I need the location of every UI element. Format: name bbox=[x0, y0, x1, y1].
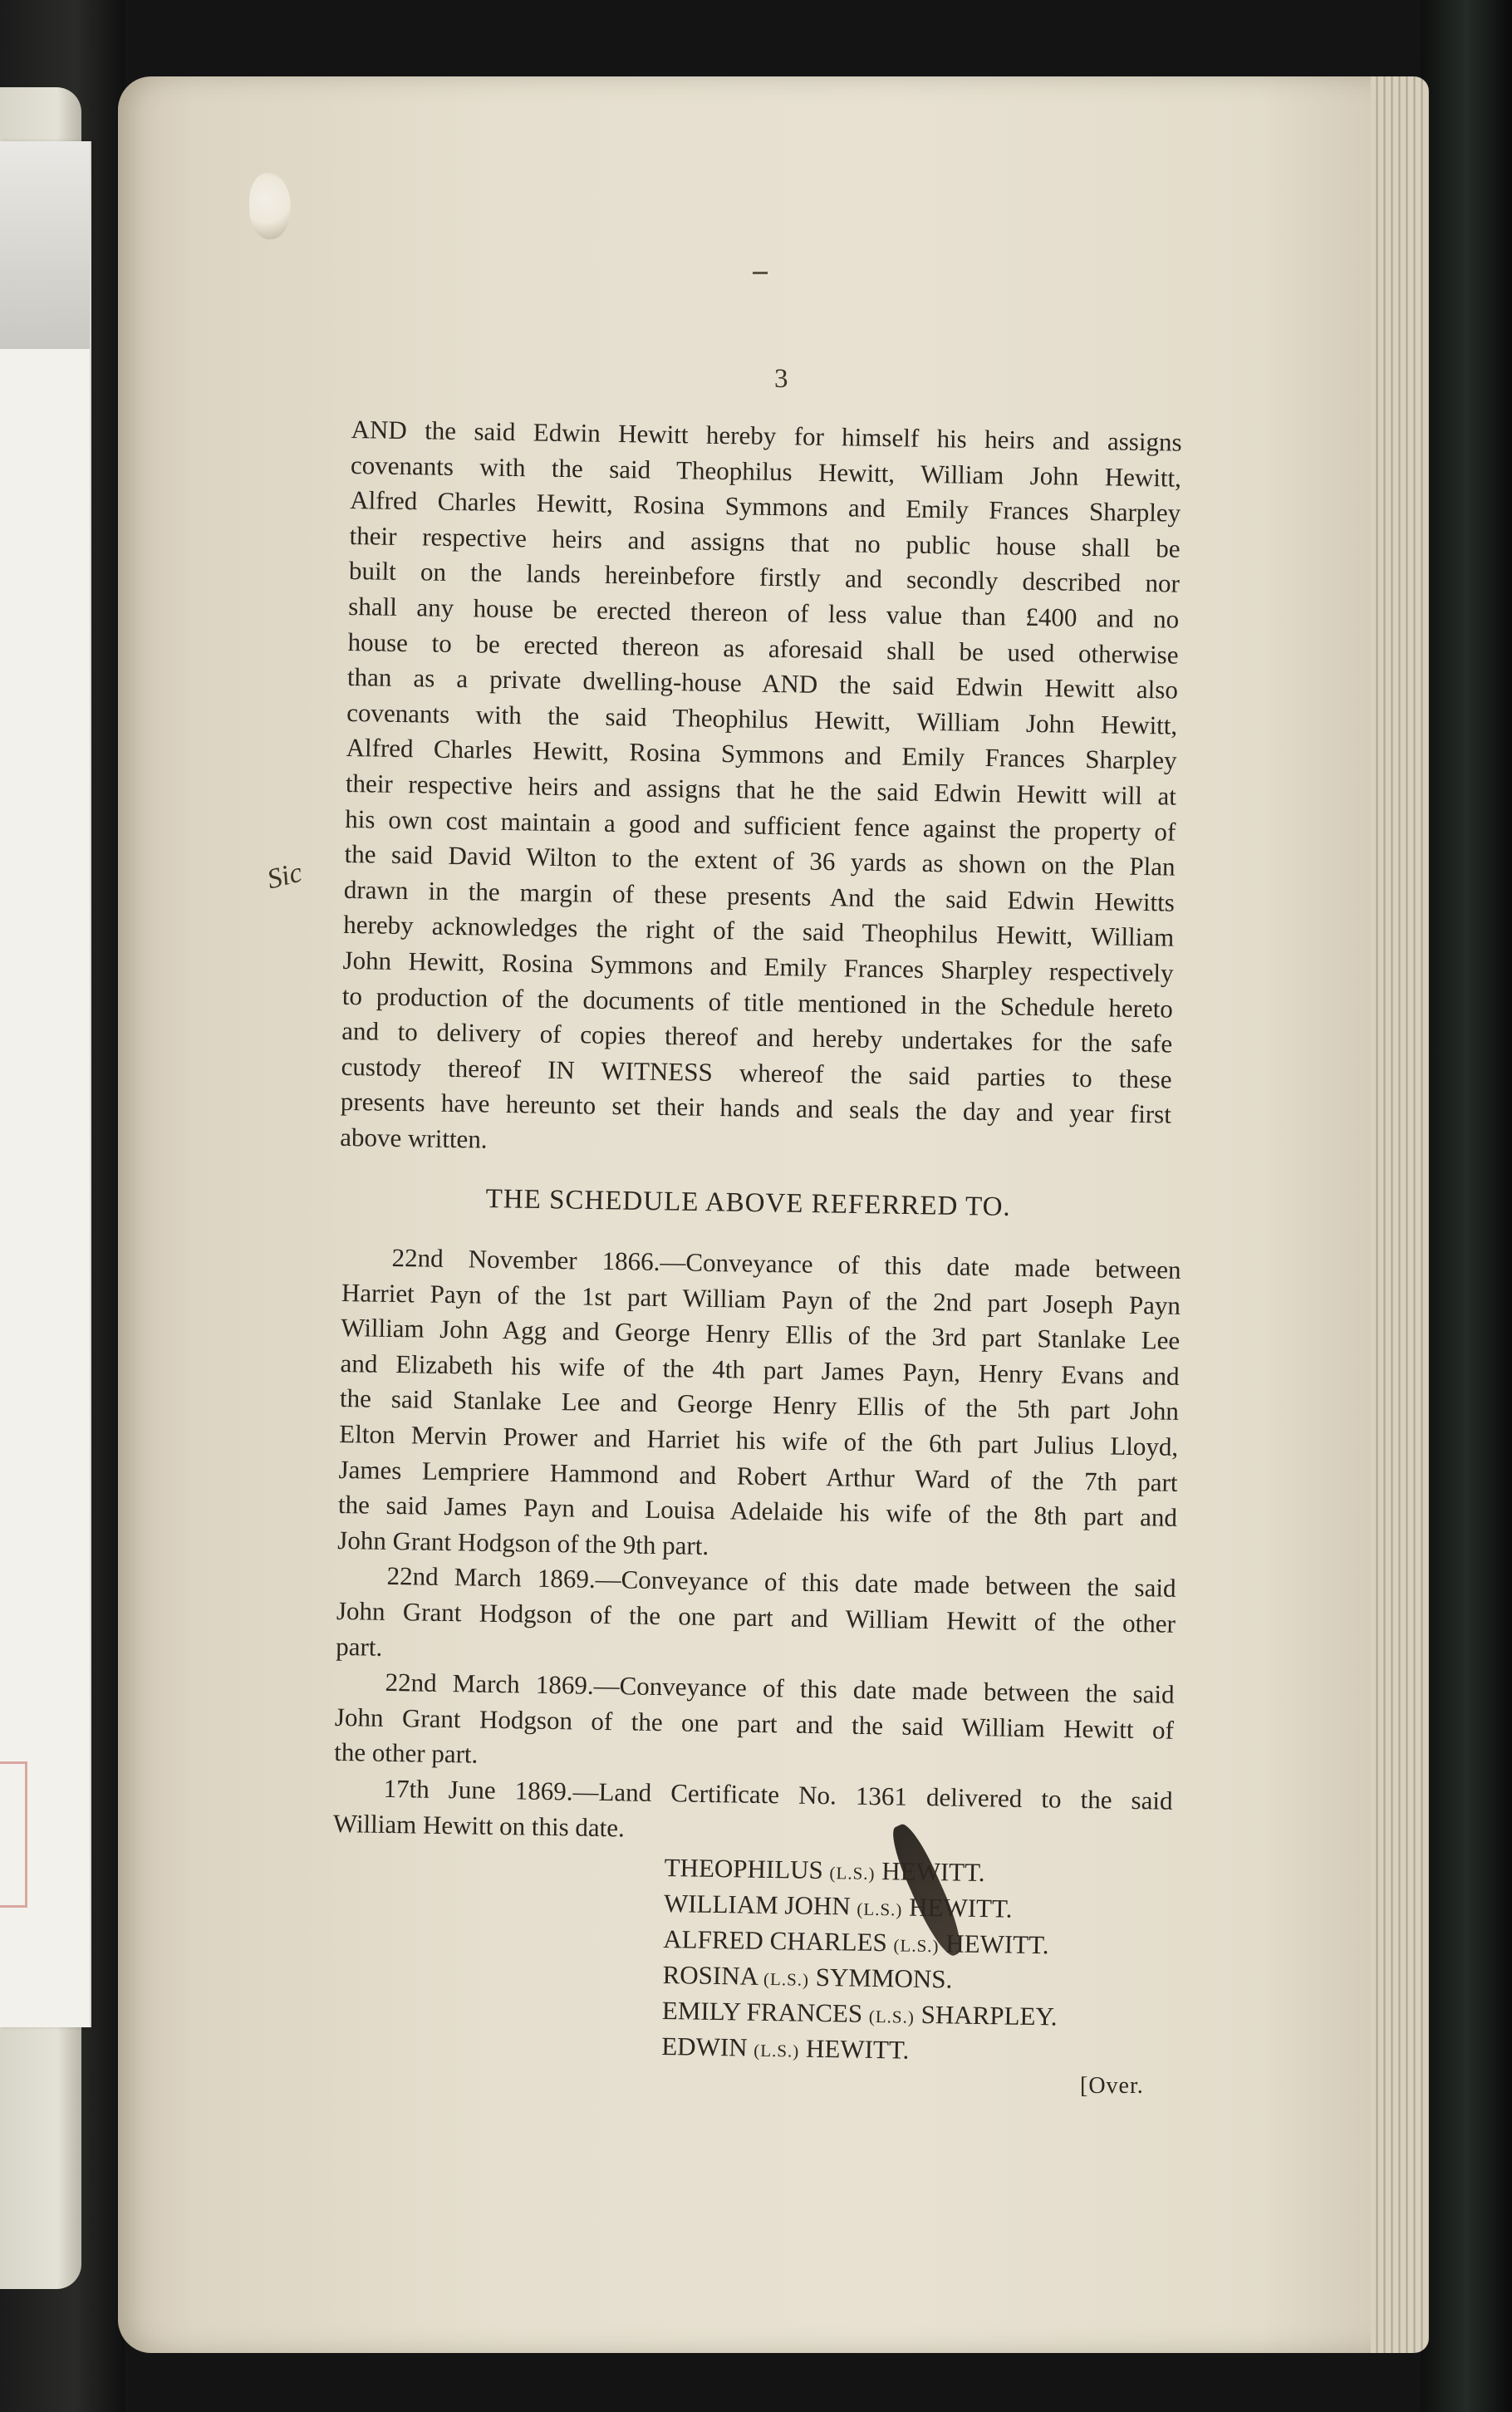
body-line: above written. bbox=[340, 1122, 488, 1154]
schedule-line: John Grant Hodgson of the 9th part. bbox=[337, 1525, 709, 1560]
seal-mark: (L.S.) bbox=[857, 1899, 903, 1920]
printer-dash-mark bbox=[753, 272, 768, 274]
seal-mark: (L.S.) bbox=[868, 2006, 916, 2027]
body-line: covenants with the said Theophilus Hewitt, William John Hewitt, bbox=[350, 449, 1182, 493]
paper-stain bbox=[249, 173, 291, 239]
body-line: AND the said Edwin Hewitt hereby for himself his heirs and assigns bbox=[351, 414, 1182, 457]
schedule-line: William John Agg and George Henry Ellis of the 3rd part Stanlake Lee bbox=[341, 1313, 1181, 1356]
signatory-surname: HEWITT. bbox=[939, 1928, 1049, 1960]
signature-line bbox=[663, 1921, 1058, 1963]
signatory-surname: SYMMONS. bbox=[808, 1962, 953, 1994]
signature-line bbox=[662, 1992, 1058, 2034]
seal-mark: (L.S.) bbox=[829, 1863, 876, 1884]
body-line: their respective heirs and assigns that he the said Edwin Hewitt will at bbox=[345, 768, 1177, 811]
schedule-line: William Hewitt on this date. bbox=[332, 1808, 626, 1842]
page-number: 3 bbox=[774, 364, 788, 394]
seal-mark: (L.S.) bbox=[754, 2040, 800, 2061]
signatory-surname: HEWITT. bbox=[902, 1892, 1013, 1923]
seal-mark: (L.S.) bbox=[763, 1968, 810, 1990]
seal-mark: (L.S.) bbox=[893, 1935, 940, 1957]
signature-line bbox=[664, 1850, 1059, 1891]
schedule-line: 17th June 1869.—Land Certificate No. 1361 delivered to the said bbox=[383, 1773, 1173, 1815]
previous-page-tab bbox=[0, 141, 91, 2027]
schedule-line: 22nd March 1869.—Conveyance of this date made between the said bbox=[385, 1668, 1175, 1709]
catchword: [Over. bbox=[1080, 2073, 1144, 2099]
schedule-line: Elton Mervin Prower and Harriet his wife of the 6th part Julius Lloyd, bbox=[339, 1418, 1179, 1461]
signatory-names: THEOPHILUS bbox=[664, 1852, 830, 1885]
book-binding-right bbox=[1421, 0, 1512, 2412]
signatory-names: EMILY FRANCES bbox=[661, 1995, 870, 2028]
schedule-line: 22nd November 1866.—Conveyance of this date made between bbox=[391, 1242, 1181, 1285]
previous-page-tab-strip bbox=[0, 141, 90, 349]
body-line: than as a private dwelling-house AND the said Edwin Hewitt also bbox=[346, 662, 1179, 705]
signature-line bbox=[661, 2028, 1057, 2070]
page-stack-edges bbox=[1371, 76, 1429, 2353]
signatory-surname: SHARPLEY. bbox=[914, 1999, 1058, 2031]
signature-line bbox=[664, 1885, 1059, 1927]
signatory-names: WILLIAM JOHN bbox=[663, 1888, 857, 1921]
body-line: to production of the documents of title mentioned in the Schedule hereto bbox=[341, 980, 1174, 1024]
deed-body-text bbox=[340, 412, 1182, 1168]
signatory-names: ROSINA bbox=[662, 1959, 764, 1991]
body-line: Alfred Charles Hewitt, Rosina Symmons and Emily Frances Sharpley bbox=[350, 485, 1181, 528]
schedule-line: part. bbox=[336, 1631, 383, 1662]
schedule-entries bbox=[333, 1240, 1181, 1854]
signatory-surname: HEWITT. bbox=[875, 1855, 985, 1888]
schedule-line: James Lempriere Hammond and Robert Arthur Ward of the 7th part bbox=[338, 1454, 1178, 1497]
body-line: drawn in the margin of these presents And the said Edwin Hewitts bbox=[343, 874, 1176, 917]
body-line: hereby acknowledges the right of the said Theophilus Hewitt, William bbox=[343, 910, 1175, 952]
body-line: and to delivery of copies thereof and hereby undertakes for the safe bbox=[341, 1016, 1173, 1059]
previous-page-red-mark bbox=[0, 1761, 27, 1908]
body-line: their respective heirs and assigns that no public house shall be bbox=[349, 520, 1181, 563]
body-line: shall any house be erected thereon of less value than £400 and no bbox=[348, 591, 1180, 634]
body-line: built on the lands hereinbefore firstly and secondly described nor bbox=[348, 556, 1181, 599]
schedule-line: the said James Payn and Louisa Adelaide his wife of the 8th part and bbox=[337, 1490, 1178, 1532]
body-line: Alfred Charles Hewitt, Rosina Symmons and Emily Frances Sharpley bbox=[346, 733, 1177, 775]
body-line: house to be erected thereon as aforesaid shall be used otherwise bbox=[347, 626, 1179, 670]
handwritten-marginal-note: Sic bbox=[264, 857, 306, 896]
signature-block bbox=[661, 1850, 1060, 2070]
body-line: John Hewitt, Rosina Symmons and Emily Frances Sharpley respectively bbox=[342, 945, 1174, 988]
schedule-line: John Grant Hodgson of the one part and the said William Hewitt of bbox=[334, 1702, 1175, 1745]
schedule-line: 22nd March 1869.—Conveyance of this date made between the said bbox=[386, 1561, 1176, 1604]
signature-line bbox=[662, 1957, 1058, 1998]
schedule-line: the other part. bbox=[334, 1737, 479, 1769]
body-line: presents have hereunto set their hands and seals the day and year first bbox=[340, 1087, 1172, 1129]
body-line: covenants with the said Theophilus Hewitt, William John Hewitt, bbox=[346, 697, 1178, 740]
schedule-line: John Grant Hodgson of the one part and William Hewitt of the other bbox=[336, 1595, 1176, 1638]
body-line: custody thereof IN WITNESS whereof the said parties to these bbox=[341, 1051, 1172, 1094]
schedule-heading: THE SCHEDULE ABOVE REFERRED TO. bbox=[485, 1184, 1011, 1222]
signatory-names: ALFRED CHARLES bbox=[663, 1923, 894, 1958]
schedule-line: Harriet Payn of the 1st part William Payn of the 2nd part Joseph Payn bbox=[341, 1277, 1181, 1320]
signatory-names: EDWIN bbox=[661, 2031, 754, 2062]
schedule-line: the said Stanlake Lee and George Henry Ellis of the 5th part John bbox=[339, 1383, 1180, 1427]
signatory-surname: HEWITT. bbox=[799, 2033, 910, 2065]
schedule-line: and Elizabeth his wife of the 4th part James Payn, Henry Evans and bbox=[340, 1348, 1180, 1391]
body-line: his own cost maintain a good and sufficient fence against the property of bbox=[345, 803, 1176, 847]
body-line: the said David Wilton to the extent of 36 yards as shown on the Plan bbox=[344, 839, 1176, 882]
